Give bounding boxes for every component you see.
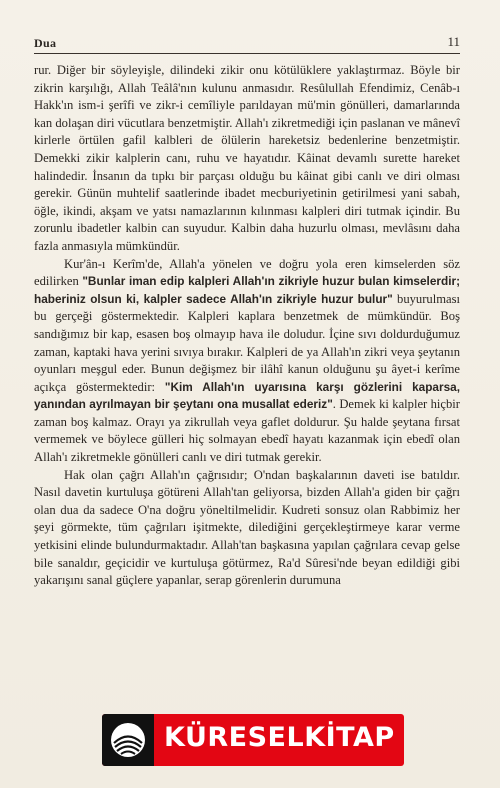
verse-quote: "Kim Allah'ın uyarısına karşı gözlerini kaparsa, yanından ayrılmayan bir şeytanı ona musallat ederiz" [34, 379, 460, 412]
paragraph-text: buyurulması bu gerçeği göstermektedir. Kalpleri kaplara benzetmek de mümkündür. Boş sandığımız bir kap, esasen boş olmayıp hava ile doludur. İçine sıvı doldurduğumuz zaman, kaptaki hava yerini sıvıya bırakır. Kalpleri de ya Allah'ın zikri veya şeytanın oyunları meşgul eder. Bunun değişmez bir ilâhî kanun olduğunu şu âyet-i kerîme açıkça göstermektedir: [34, 291, 460, 394]
paragraph [34, 256, 460, 467]
verse-quote: "Bunlar iman edip kalpleri Allah'ın zikriyle huzur bulan kimselerdir; haberiniz olsun ki, kalpler sadece Allah'ın zikriyle huzur bulur" [34, 274, 460, 306]
running-header [34, 34, 460, 54]
publisher-logo [102, 714, 404, 766]
paragraph-text: rur. Diğer bir söyleyişle, dilindeki zikir onu kötülüklere yaklaştırmaz. Böyle bir zikrin karşılığı, Allah Teâlâ'nın kulunu anmasıdır. Resûlullah Efendimiz, Cenâb-ı Hakk'ın ism-i şerîfi ve zikr-i cemîliyle parıldayan mü'min gönülleri, damarlarında kan dolaşan diri vücutlara benzetmiştir. Allah'ı zikretmediği için paslanan ve mânevî kirlerle örtülen gafil kalbleri de ölülerin hareketsiz bedenlerine benzetmiştir. Demekki zikir kalplerin canı, ruhu ve hayatıdır. Kâinat devamlı surette hareket halindedir. İnsanın da tıpkı bir parçası olduğu bu kâinat gibi canlı ve diri olması gerekir. Günün muhtelif saatlerinde ibadet mecburiyetinin getirilmesi yani sabah, öğle, ikindi, akşam ve yatsı namazlarının kılınması kalpleri diri tutmak içindir. Bu zorunlu ibadetler kalbin can suyudur. Kalbin daha huzurlu olması, mevlâsını daha fazla anmasıyla mümkündür. [34, 63, 460, 253]
globe-icon [102, 714, 154, 766]
paragraph [34, 467, 460, 590]
paragraph-text: . Demek ki kalpler hiçbir zaman boş kalmaz. Orayı ya zikrullah veya gaflet doldurur. Şu halde şeytana fırsat vermemek ve böylece gülleri hiç solmayan ebedî hayatı kazanmak için ebedî olan Allah'ı zikretmekle gönülleri canlı ve diri tutmak gerekir. [34, 397, 460, 465]
paragraph-text: Kur'ân-ı Kerîm'de, Allah'a yönelen ve doğru yola eren kimselerden söz edilirken [34, 256, 460, 289]
header-rule [34, 53, 460, 54]
chapter-title: Dua [34, 36, 57, 50]
paragraph-text: Hak olan çağrı Allah'ın çağrısıdır; O'ndan başkalarının daveti ise batıldır. Nasıl davetin kurtuluşa götüreni Allah'tan geliyorsa, bizden Allah'a giden bir çağrı olan dua da sadece O'na doğru yöneltilmelidir. Kudreti sonsuz olan Rabbimiz her şeyi görmekte, tüm çağrıları işitmekte, dilediğini gerçekleştirmeye karar verme yetkisini elinde bulundurmaktadır. Allah'tan başkasına yapılan çağrılara cevap gelse bile sanaldır, geçicidir ve kurtuluşa götürmez, Ra'd Sûresi'nde beyan edildiği gibi yakarışını sanal güçlere yapanlar, serap görenlerin durumuna [34, 467, 460, 588]
body-text [34, 62, 460, 590]
publisher-wordmark: KÜRESELKİTAP [164, 722, 395, 753]
page-number: 11 [447, 34, 460, 49]
paragraph [34, 62, 460, 256]
